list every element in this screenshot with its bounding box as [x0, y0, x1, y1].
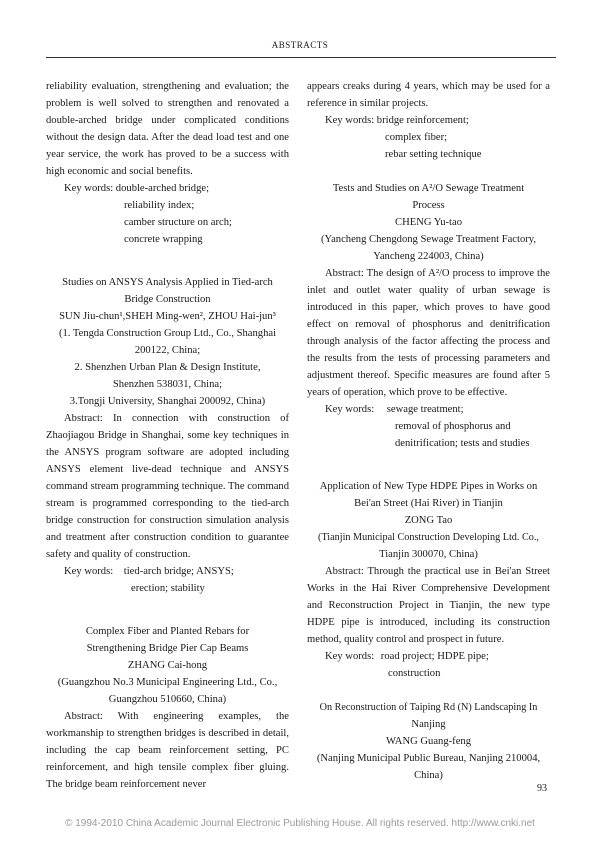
keywords-row [307, 648, 550, 665]
keyword-item: rebar setting technique [385, 149, 482, 160]
article-title: Bei'an Street (Hai River) in Tianjin [354, 498, 503, 509]
affiliation: (Yancheng Chengdong Sewage Treatment Factory, [320, 234, 537, 245]
article-authors: SUN Jiu-chun¹,SHEH Ming-wen², ZHOU Hai-jun³ [59, 311, 276, 322]
keyword-item: sewage treatment; [386, 404, 464, 415]
article-title: Tests and Studies on A²/O Sewage Treatment [332, 183, 525, 194]
keywords-label: Key words: [325, 651, 375, 662]
article-author: ZONG Tao [404, 515, 453, 526]
keyword-item: reliability index; [124, 200, 195, 211]
article-title: Complex Fiber and Planted Rebars for [85, 626, 250, 637]
article-author: ZHANG Cai-hong [127, 660, 208, 671]
abstract-text: Abstract: With engineering examples, the workmanship to strengthen bridges is described in detail, including the cap beam reinforcement setting, PC reinforcement, and high tensile complex fiber gluing. The bridge beam reinforcement never [46, 711, 289, 790]
keywords-row [307, 112, 550, 129]
right-column [307, 78, 550, 784]
article-title: Bridge Construction [124, 294, 211, 305]
copyright-footer: © 1994-2010 China Academic Journal Electronic Publishing House. All rights reserved. http://www.cnki.net [65, 818, 535, 829]
article-title: Process [412, 200, 445, 211]
keyword-item: bridge reinforcement; [376, 115, 469, 126]
continued-abstract: reliability evaluation, strengthening and evaluation; the problem is well solved to strengthen and renovated a double-arched bridge under complicated conditions without the design data. After the dead load test and one year service, the work has proved to be a success with high economic and social benefits. [46, 81, 289, 177]
keyword-item: removal of phosphorus and [395, 421, 511, 432]
abstract-text: Abstract: The design of A²/O process to improve the inlet and outlet water quality of urban sewage is introduced in this paper, which proves to have good effect on removal of phosphorus and denitrification through analysis of the factor affecting the process and the results from the tests of processing parameters and adjustment thereof. Specific measures are found after 5 years of operation, which prove to be effective. [307, 268, 550, 398]
keyword-item: denitrification; tests and studies [395, 438, 530, 449]
keyword-item: complex fiber; [385, 132, 448, 143]
article-title: Strengthening Bridge Pier Cap Beams [86, 643, 249, 654]
affiliation: Guangzhou 510660, China) [108, 694, 227, 705]
keywords-row [46, 180, 289, 197]
affiliation: (Tianjin Municipal Construction Developing Ltd. Co., [318, 532, 539, 543]
affiliation: Tianjin 300070, China) [379, 549, 478, 560]
affiliation: 3.Tongji University, Shanghai 200092, China) [69, 396, 266, 407]
affiliation: Shenzhen 538031, China; [112, 379, 223, 390]
keyword-item: double-arched bridge; [115, 183, 210, 194]
article-author: WANG Guang-feng [385, 736, 472, 747]
keyword-item: road project; HDPE pipe; [380, 651, 489, 662]
affiliation: (Guangzhou No.3 Municipal Engineering Ltd., Co., [57, 677, 278, 688]
abstract-text: Abstract: Through the practical use in Bei'an Street Works in the Hai River Comprehensive Development and Reconstruction Project in Tianjin, the new type HDPE pipe is introduced, including its construction method, quality control and prospect in future. [307, 566, 550, 645]
affiliation: China) [414, 770, 443, 781]
keyword-item: construction [388, 668, 441, 679]
affiliation: 200122, China; [134, 345, 201, 356]
affiliation: (Nanjing Municipal Public Bureau, Nanjing 210004, [316, 753, 541, 764]
keywords-label: Key words: [64, 566, 114, 577]
abstract-text: Abstract: In connection with construction of Zhaojiagou Bridge in Shanghai, some key techniques in the ANSYS program software are adopted including ANSYS element live-dead technique and ANSYS command stream programming technique. The command stream is programmed corresponding to the tied-arch bridge construction for construction simulation analysis and treatment after construction condition to guarantee safety and quality of construction. [46, 413, 289, 560]
keywords-label: Key words: [325, 115, 375, 126]
article-title: On Reconstruction of Taiping Rd (N) Landscaping In [319, 702, 538, 713]
affiliation: Yancheng 224003, China) [373, 251, 484, 262]
keywords-label: Key words: [64, 183, 114, 194]
keyword-item: camber structure on arch; [124, 217, 232, 228]
article-title: Nanjing [411, 719, 446, 730]
header-rule [46, 57, 556, 58]
affiliation: (1. Tengda Construction Group Ltd., Co., Shanghai [58, 328, 277, 339]
keyword-item: tied-arch bridge; ANSYS; [123, 566, 234, 577]
continued-abstract: appears creaks during 4 years, which may be used for a reference in similar projects. [307, 81, 550, 109]
article-title: Studies on ANSYS Analysis Applied in Tied-arch [62, 277, 273, 288]
affiliation: 2. Shenzhen Urban Plan & Design Institute, [74, 362, 261, 373]
keyword-item: erection; stability [131, 583, 205, 594]
keywords-row [307, 401, 550, 418]
article-title: Application of New Type HDPE Pipes in Works on [319, 481, 538, 492]
keywords-row [46, 563, 289, 580]
page-number: 93 [537, 783, 547, 794]
keyword-item: concrete wrapping [124, 234, 203, 245]
running-header: ABSTRACTS [271, 40, 329, 50]
left-column [46, 78, 289, 793]
keywords-label: Key words: [325, 404, 375, 415]
article-author: CHENG Yu-tao [395, 217, 462, 228]
